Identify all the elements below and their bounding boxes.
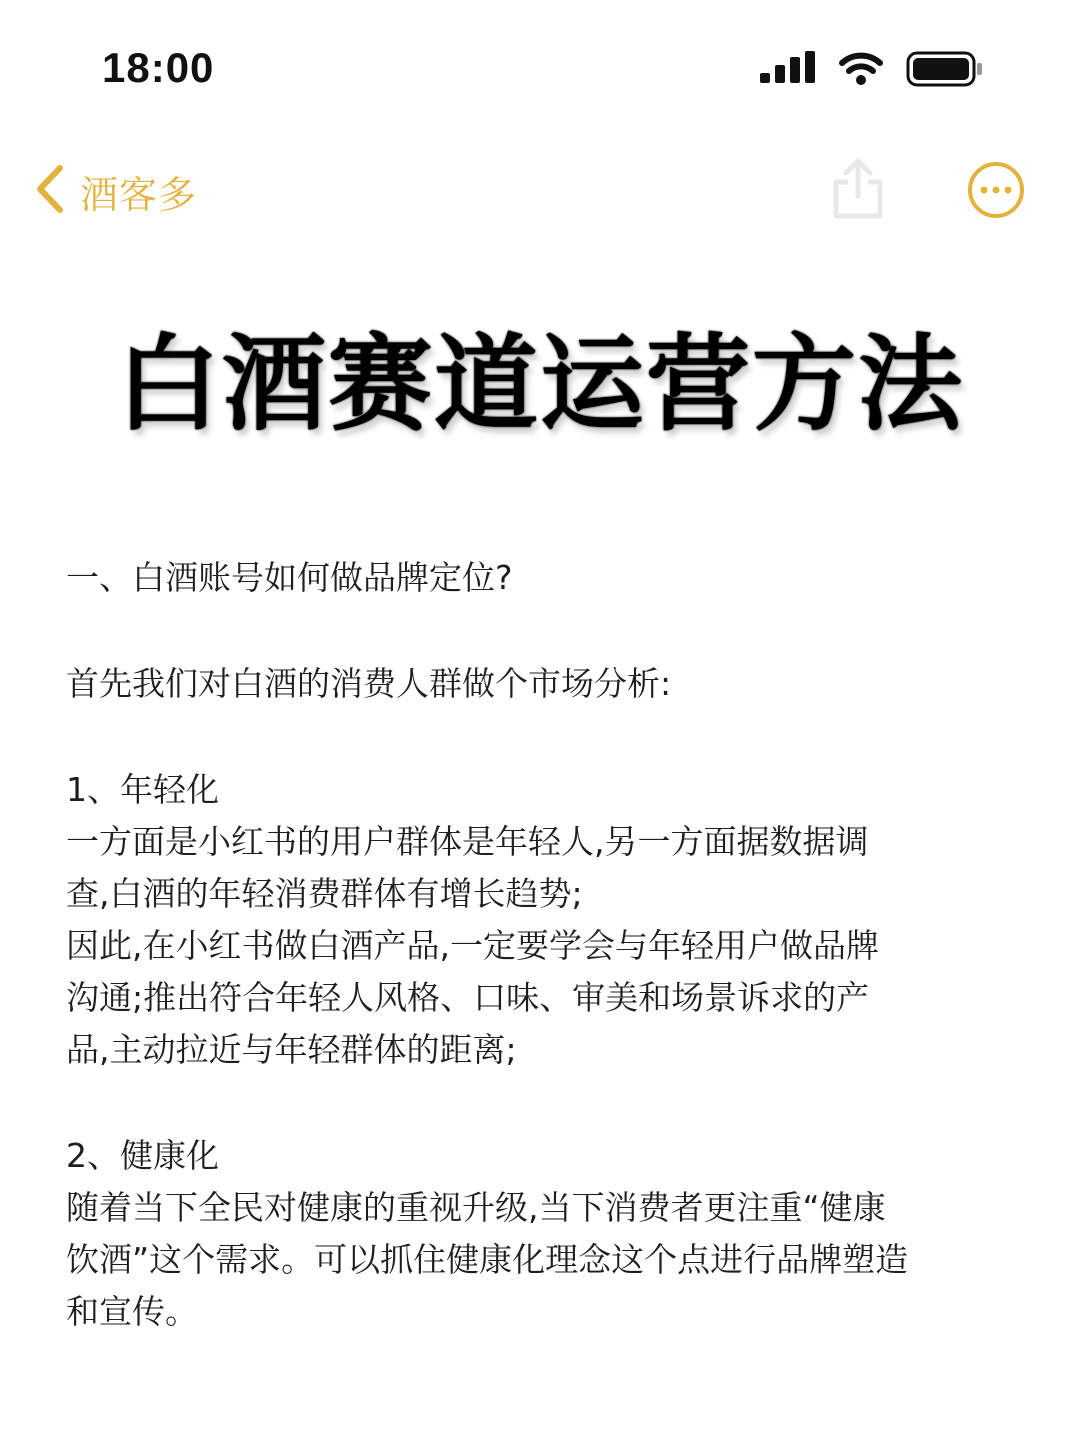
paragraph-line: 一方面是小红书的用户群体是年轻人,另一方面据数据调 <box>66 822 869 861</box>
section-heading: 一、白酒账号如何做品牌定位? <box>66 558 513 597</box>
back-label: 酒客多 <box>80 172 198 217</box>
status-time: 18:00 <box>102 44 215 91</box>
share-button[interactable] <box>828 156 888 226</box>
note-title: 白酒赛道运营方法 <box>115 323 964 445</box>
status-icons <box>760 50 984 92</box>
paragraph-line: 品,主动拉近与年轻群体的距离; <box>66 1030 517 1069</box>
signal-icon <box>760 51 816 91</box>
paragraph-line: 因此,在小红书做白酒产品,一定要学会与年轻用户做品牌 <box>66 926 879 965</box>
paragraph-line: 沟通;推出符合年轻人风格、口味、审美和场景诉求的产 <box>66 978 870 1017</box>
share-icon <box>828 207 888 226</box>
intro-paragraph: 首先我们对白酒的消费人群做个市场分析: <box>66 664 672 703</box>
note-body <box>66 552 1006 1338</box>
item-title-health: 2、健康化 <box>66 1136 219 1175</box>
battery-icon <box>906 50 984 92</box>
back-button[interactable] <box>32 162 197 220</box>
chevron-left-icon <box>32 162 66 220</box>
paragraph-line: 和宣传。 <box>66 1292 198 1331</box>
more-icon <box>966 205 1026 224</box>
paragraph-line: 查,白酒的年轻消费群体有增长趋势; <box>66 874 583 913</box>
more-options-button[interactable] <box>966 160 1026 224</box>
wifi-icon <box>838 51 884 91</box>
navigation-bar <box>0 150 1080 230</box>
paragraph-line: 随着当下全民对健康的重视升级,当下消费者更注重“健康 <box>66 1188 886 1227</box>
item-title-youth: 1、年轻化 <box>66 770 219 809</box>
status-bar <box>0 0 1080 130</box>
paragraph-line: 饮酒”这个需求。可以抓住健康化理念这个点进行品牌塑造 <box>66 1240 909 1279</box>
